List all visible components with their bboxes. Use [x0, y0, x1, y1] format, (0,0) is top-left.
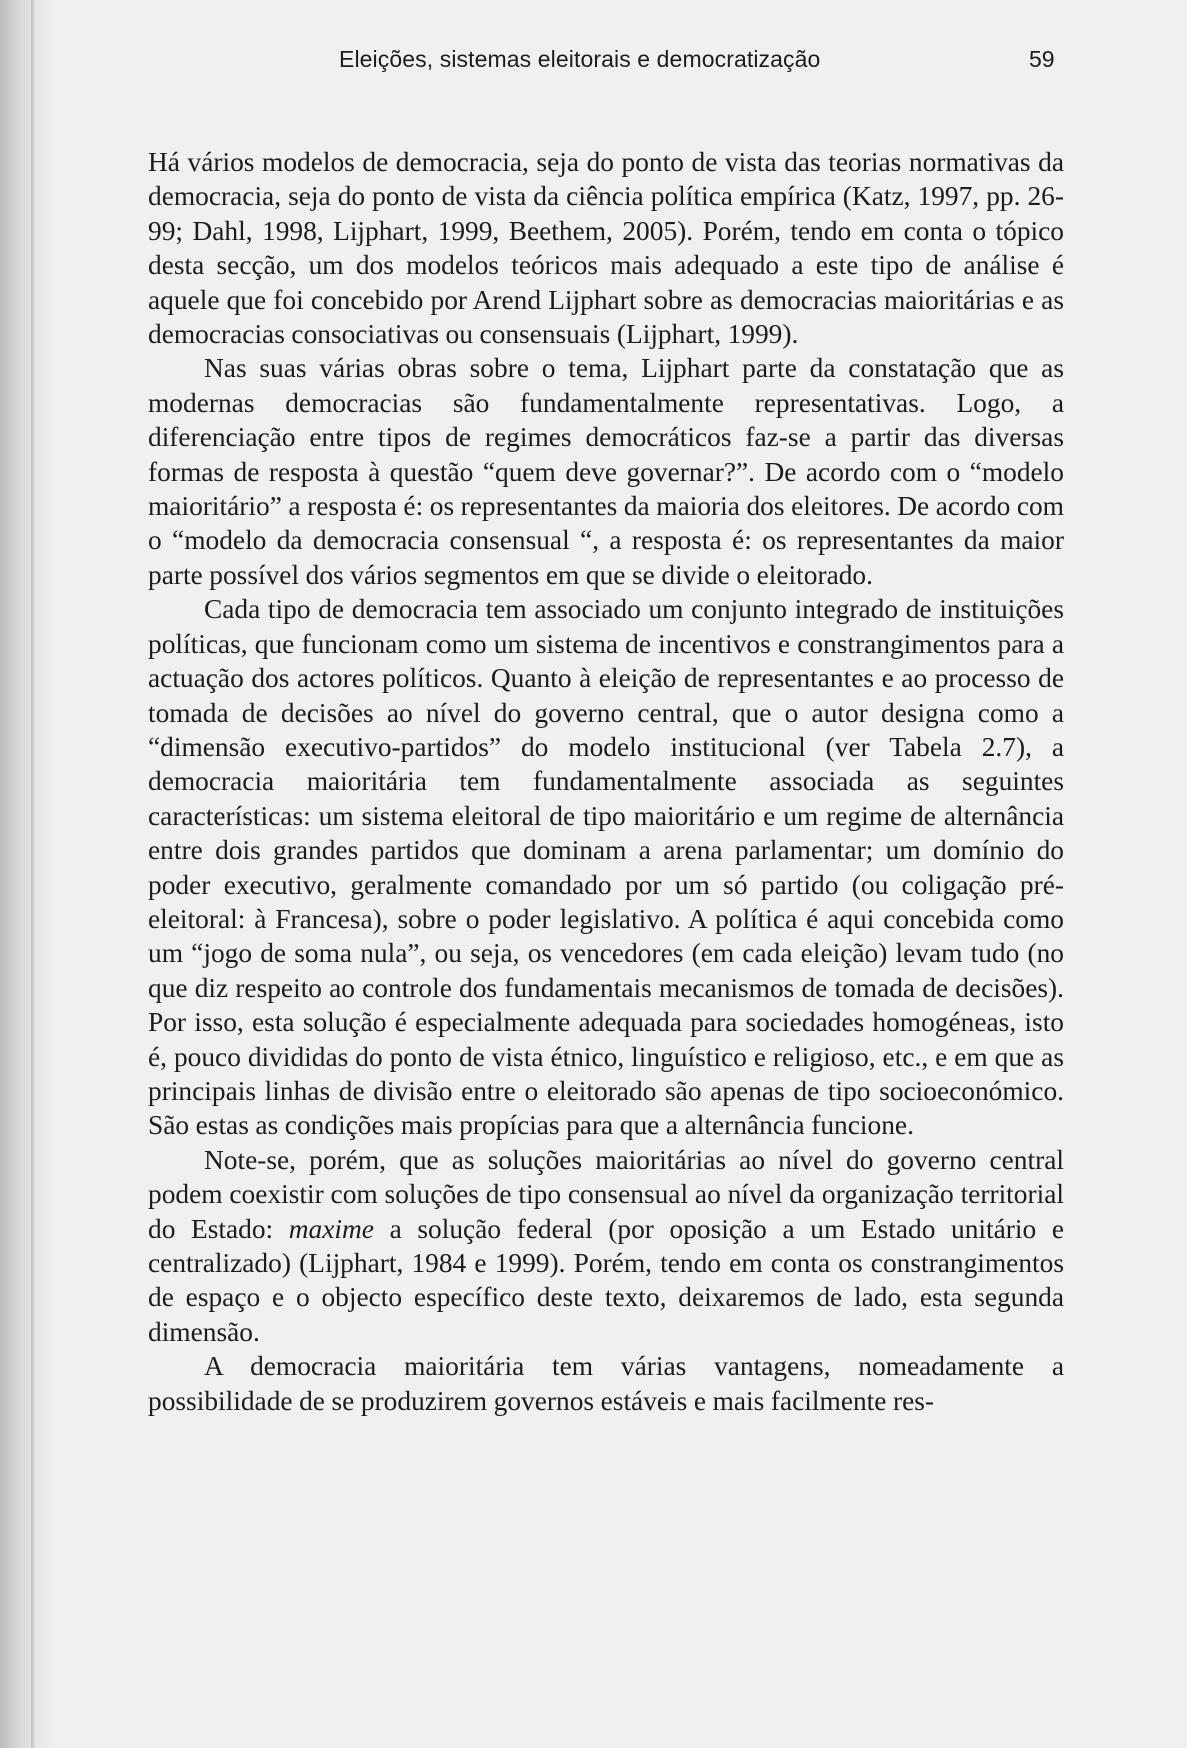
- emphasis-maxime: maxime: [288, 1213, 374, 1244]
- paragraph-majoritarian-advantages: A democracia maioritária tem várias vantagens, nomeadamente a possibilidade de se produzirem governos estáveis e mais facilmente res-: [148, 1351, 1064, 1416]
- running-header: [0, 46, 1187, 82]
- paragraph-democracy-types: Cada tipo de democracia tem associado um conjunto integrado de instituições políticas, que funcionam como um sistema de incentivos e constrangimentos para a actuação dos actores políticos. Quanto à eleição de representantes e ao processo de tomada de decisões ao nível do governo central, que o autor designa como a “dimensão executivo-partidos” do modelo institucional (ver Tabela 2.7), a democracia maioritária tem fundamentalmente associada as seguintes características: um sistema eleitoral de tipo maioritário e um regime de alternância entre dois grandes partidos que dominam a arena parlamentar; um domínio do poder executivo, geralmente comandado por um só partido (ou coligação pré-eleitoral: à Francesa), sobre o poder legislativo. A política é aqui concebida como um “jogo de soma nula”, ou seja, os vencedores (em cada eleição) levam tudo (no que diz respeito ao controle dos fundamentais mecanismos de tomada de decisões). Por isso, esta solução é especialmente adequada para sociedades homogéneas, isto é, pouco divididas do ponto de vista étnico, linguístico e religioso, etc., e em que as principais linhas de divisão entre o eleitorado são apenas de tipo socioeconómico. São estas as condições mais propícias para que a alternância funcione.: [148, 594, 1064, 1141]
- page-number: 59: [1029, 46, 1055, 72]
- paragraph-democracy-models: Há vários modelos de democracia, seja do ponto de vista das teorias normativas da democracia, seja do ponto de vista da ciência política empírica (Katz, 1997, pp. 26-99; Dahl, 1998, Lijphart, 1999, Beethem, 2005). Porém, tendo em conta o tópico desta secção, um dos modelos teóricos mais adequado a este tipo de análise é aquele que foi concebido por Arend Lijphart sobre as democracias maioritárias e as democracias consociativas ou consensuais (Lijphart, 1999).: [148, 147, 1064, 350]
- paragraph-text-after-emphasis: a solução federal (por oposição a um Estado unitário e centralizado) (Lijphart, 1984 e 1999). Porém, tendo em conta os constrangimentos de espaço e o objecto específico deste texto, deixaremos de lado, esta segunda dimensão.: [148, 1213, 1064, 1347]
- paragraph-majoritarian-solutions: [148, 1143, 1064, 1349]
- body-text: [148, 145, 1064, 1418]
- paragraph-text-before-emphasis: Note-se, porém, que as soluções maioritárias ao nível do governo central podem coexistir com soluções de tipo consensual ao nível da organização territorial do Estado:: [148, 1144, 1064, 1244]
- running-title: Eleições, sistemas eleitorais e democratização: [339, 46, 821, 72]
- paragraph-lijphart-works: Nas suas várias obras sobre o tema, Lijphart parte da constatação que as modernas democracias são fundamentalmente representativas. Logo, a diferenciação entre tipos de regimes democráticos faz-se a partir das diversas formas de resposta à questão “quem deve governar?”. De acordo com o “modelo maioritário” a resposta é: os representantes da maioria dos eleitores. De acordo com o “modelo da democracia consensual “, a resposta é: os representantes da maior parte possível dos vários segmentos em que se divide o eleitorado.: [148, 353, 1064, 590]
- page-binding-crease: [31, 0, 35, 1748]
- page-binding-shadow: [0, 0, 58, 1748]
